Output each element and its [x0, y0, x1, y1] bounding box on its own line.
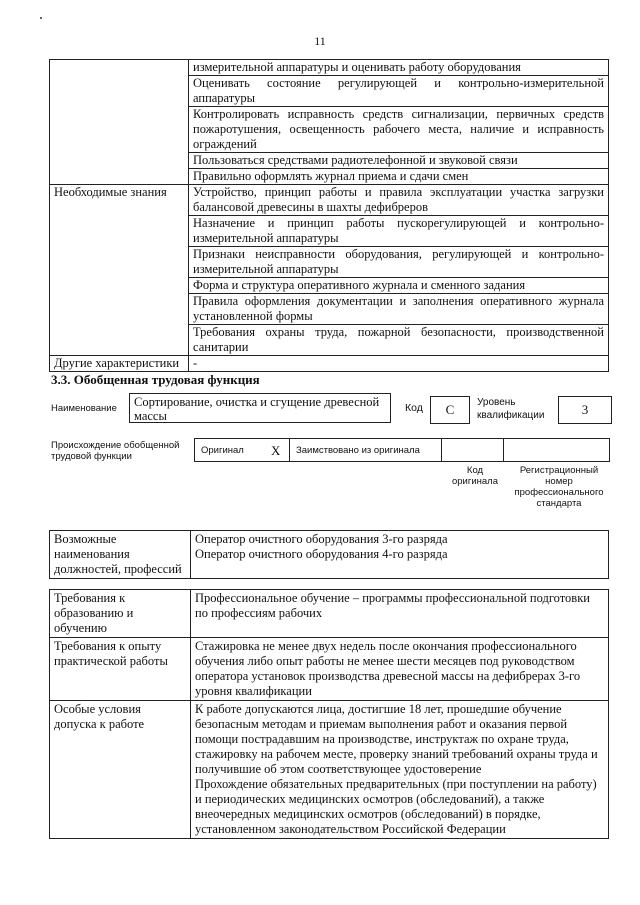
req-label-conditions: Особые условия допуска к работе	[50, 701, 191, 839]
reg-number-cell	[504, 439, 610, 462]
skill-item: Оценивать состояние регулирующей и контрольно-измерительной аппаратуры	[189, 76, 609, 107]
row-label-knowledge: Необходимые знания	[50, 185, 189, 356]
level-label: Уровень квалификации	[477, 397, 545, 421]
original-label: Оригинал	[195, 439, 263, 462]
origin-label: Происхождение обобщенной трудовой функции	[51, 440, 180, 462]
requirements-table	[49, 589, 609, 839]
skill-item: измерительной аппаратуры и оценивать работу оборудования	[189, 60, 609, 76]
conditions-paragraph: Прохождение обязательных предварительных (при поступлении на работу) и периодических медицинских осмотров (обследований), а также внеочередных медицинских осмотров (обследований) в порядке, установленном законодательством Российской Федерации	[195, 777, 597, 836]
positions-label: Возможные наименования должностей, профессий	[50, 531, 191, 579]
origin-table	[194, 438, 610, 462]
knowledge-item: Признаки неисправности оборудования, регулирующей и контрольно-измерительной аппаратуры	[189, 247, 609, 278]
code-value: C	[430, 396, 470, 424]
position-item: Оператор очистного оборудования 4-го разряда	[195, 547, 448, 561]
knowledge-item: Назначение и принцип работы пускорегулирующей и контрольно-измерительной аппаратуры	[189, 216, 609, 247]
conditions-paragraph: К работе допускаются лица, достигшие 18 лет, прошедшие обучение безопасным методам и приемам выполнения работ и оказания первой помощи пострадавшим на производстве, инструктаж по охране труда, стажировку на рабочем месте, проверку знаний требований охраны труда и получившие об этом соответствующее удостоверение	[195, 702, 598, 776]
reg-number-caption: Регистрационный номер профессионального стандарта	[514, 465, 604, 509]
row-label-other: Другие характеристики	[50, 356, 189, 372]
req-label-education: Требования к образованию и обучению	[50, 590, 191, 638]
skill-item: Пользоваться средствами радиотелефонной и звуковой связи	[189, 153, 609, 169]
knowledge-item: Правила оформления документации и заполнения оперативного журнала установленной формы	[189, 294, 609, 325]
req-value-conditions	[191, 701, 609, 839]
page-number: 11	[314, 34, 326, 48]
section-title: 3.3. Обобщенная трудовая функция	[51, 372, 260, 387]
req-label-experience: Требования к опыту практической работы	[50, 638, 191, 701]
skill-item: Правильно оформлять журнал приема и сдачи смен	[189, 169, 609, 185]
positions-table	[49, 530, 609, 579]
scan-speck	[40, 17, 42, 19]
knowledge-item: Требования охраны труда, пожарной безопасности, производственной санитарии	[189, 325, 609, 356]
req-value-experience: Стажировка не менее двух недель после окончания профессионального обучения либо опыт работы не менее шести месяцев под руководством оператора установок производства древесной массы на дефибрерах 3-го уровня квалификации	[191, 638, 609, 701]
name-value: Сортирование, очистка и сгущение древесной массы	[129, 393, 391, 423]
position-item: Оператор очистного оборудования 3-го разряда	[195, 532, 448, 546]
knowledge-item: Форма и структура оперативного журнала и сменного задания	[189, 278, 609, 294]
code-original-caption: Код оригинала	[451, 465, 498, 487]
code-label: Код	[405, 402, 423, 414]
knowledge-item: Устройство, принцип работы и правила эксплуатации участка загрузки балансовой древесины в шахты дефибреров	[189, 185, 609, 216]
borrowed-label: Заимствовано из оригинала	[290, 439, 442, 462]
skill-item: Контролировать исправность средств сигнализации, первичных средств пожаротушения, освещенность рабочего места, наличие и исправность ограждений	[189, 107, 609, 153]
row-label-continued	[50, 60, 189, 185]
name-label: Наименование	[51, 403, 117, 414]
code-original-cell	[442, 439, 504, 462]
req-value-education: Профессиональное обучение – программы профессиональной подготовки по профессиям рабочих	[191, 590, 609, 638]
positions-values	[191, 531, 609, 579]
level-value: 3	[558, 396, 612, 424]
labor-function-table	[49, 59, 609, 372]
other-item: -	[189, 356, 609, 372]
original-mark: X	[263, 439, 290, 462]
